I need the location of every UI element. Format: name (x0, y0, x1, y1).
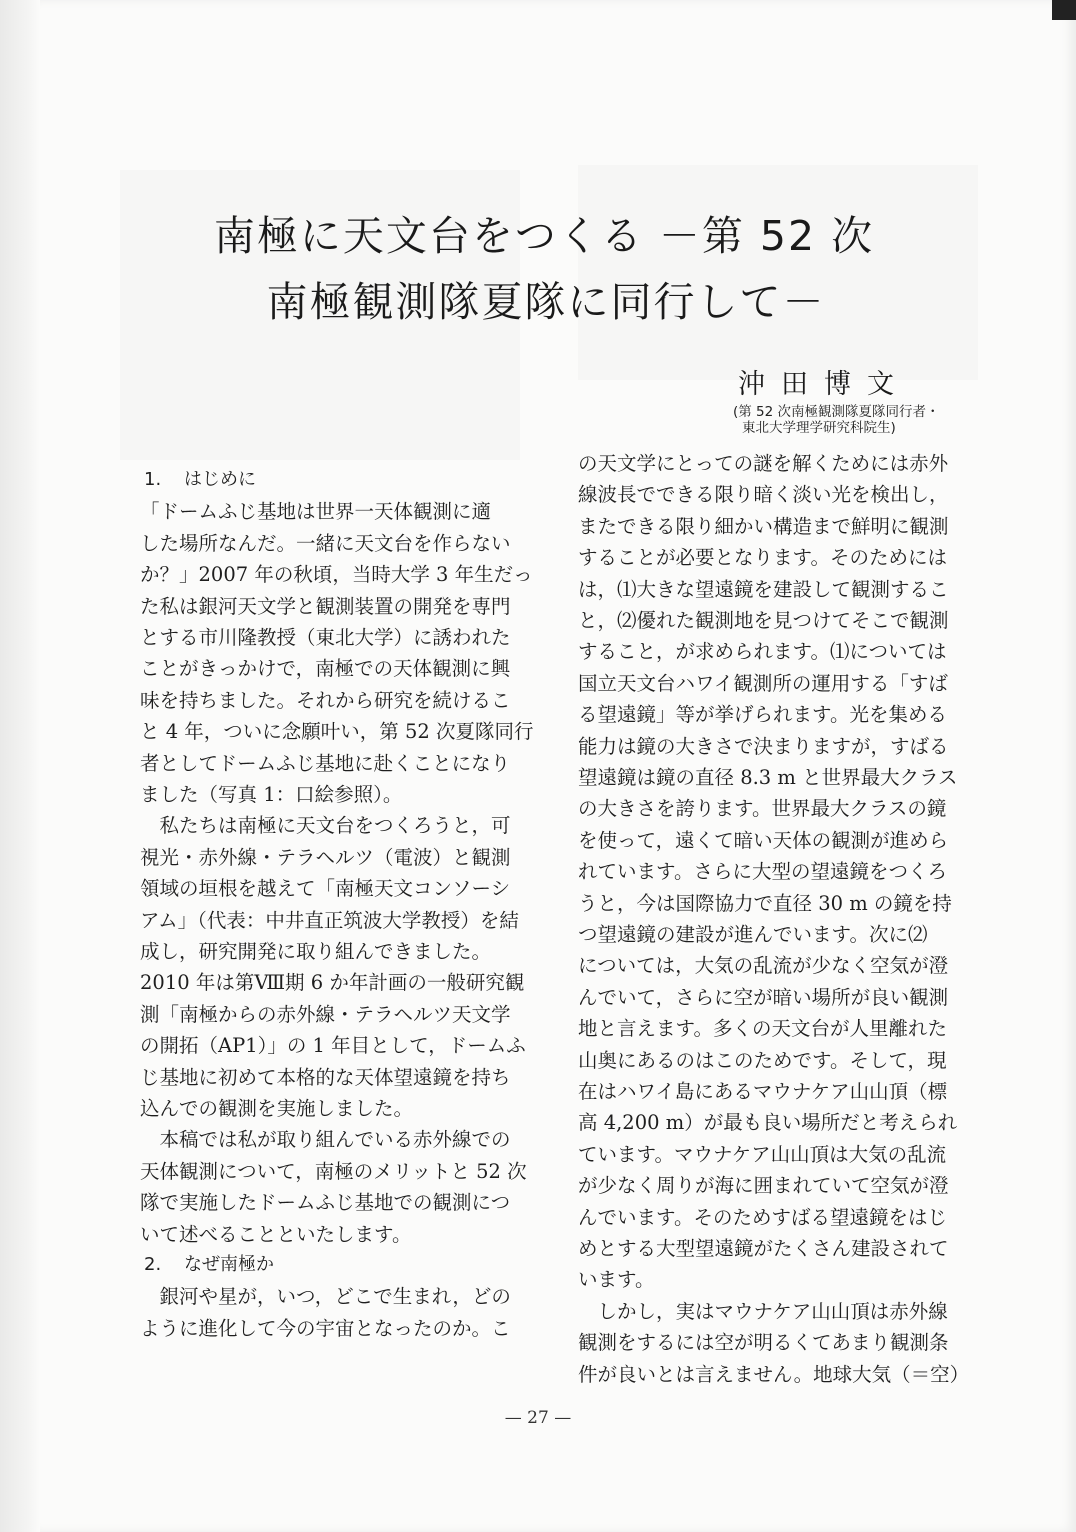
body-text-line: いて述べることといたします。 (140, 1222, 412, 1246)
body-text-line: を使って，遠くて暗い天体の観測が進めら (578, 828, 949, 852)
body-text-line: ています。マウナケア山山頂は大気の乱流 (578, 1142, 947, 1166)
body-text-line: る望遠鏡」等が挙げられます。光を集める (578, 703, 947, 727)
body-text-line: じ基地に初めて本格的な天体望遠鏡を持ち (140, 1065, 511, 1089)
body-text-line: 視光・赤外線・テラヘルツ（電波）と観測 (140, 845, 511, 869)
body-text-line: 高 4,200 m）が最も良い場所だと考えられ (578, 1111, 958, 1135)
body-text-line: 私たちは南極に天文台をつくろうと，可 (140, 814, 511, 838)
body-text-line: アム」（代表：中井直正筑波大学教授）を結 (140, 908, 519, 932)
body-text-line: 線波長でできる限り暗く淡い光を検出し， (578, 483, 949, 507)
body-text-line: ました（写真 1：口絵参照）。 (140, 783, 403, 806)
body-text-line: 国立天文台ハワイ観測所の運用する「すば (578, 671, 948, 695)
body-text-line: 測「南極からの赤外線・テラヘルツ天文学 (140, 1002, 511, 1026)
body-text-line: 「ドームふじ基地は世界一天体観測に適 (140, 500, 492, 524)
body-text-line: は，⑴大きな望遠鏡を建設して観測するこ (578, 577, 949, 601)
article-title-line1: 南極に天文台をつくる －第 52 次 (213, 212, 875, 260)
author-affiliation-line2: 東北大学理学研究科院生) (742, 420, 896, 436)
body-text-line: 地と言えます。多くの天文台が人里離れた (578, 1017, 947, 1041)
body-text-line: ように進化して今の宇宙となったのか。こ (140, 1316, 511, 1340)
body-text-line: とする市川隆教授（東北大学）に誘われた (140, 626, 511, 649)
body-text-line: 2010 年は第Ⅷ期 6 か年計画の一般研究観 (140, 971, 525, 995)
section-title: はじめに (184, 469, 256, 490)
body-text-line: すること，が求められます。⑴については (578, 640, 947, 664)
body-text-line: またできる限り細かい構造まで鮮明に観測 (578, 514, 949, 538)
body-text-line: 在はハワイ島にあるマウナケア山山頂（標 (578, 1080, 948, 1103)
body-text-line: ことがきっかけで，南極での天体観測に興 (140, 657, 511, 681)
body-text-line: 込んでの観測を実施しました。 (140, 1097, 414, 1120)
body-text-line: の天文学にとっての謎を解くためには赤外 (578, 452, 949, 475)
body-text-line: については，大気の乱流が少なく空気が澄 (578, 954, 949, 978)
article-title-line2: 南極観測隊夏隊に同行して－ (266, 278, 826, 326)
author-name: 沖田博文 (738, 369, 910, 400)
body-text-line: と，⑵優れた観測地を見つけてそこで観測 (578, 609, 949, 632)
section-title: なぜ南極か (184, 1254, 274, 1275)
body-text-line: れています。さらに大型の望遠鏡をつくろ (578, 860, 947, 884)
body-text-line: 天体観測について，南極のメリットと 52 次 (140, 1159, 527, 1183)
body-text-line: 者としてドームふじ基地に赴くことになり (140, 751, 511, 775)
author-affiliation-line1: (第 52 次南極観測隊夏隊同行者・ (733, 404, 940, 420)
body-text-line: た私は銀河天文学と観測装置の開発を専門 (140, 594, 511, 618)
body-text-line: と 4 年，ついに念願叶い，第 52 次夏隊同行 (140, 720, 534, 744)
section-number: 1. (144, 469, 162, 490)
body-text-line: つ望遠鏡の建設が進んでいます。次に⑵ (578, 923, 928, 946)
body-text-line: 能力は鏡の大きさで決まりますが，すばる (578, 734, 949, 758)
body-text-line: か？」2007 年の秋頃，当時大学 3 年生だっ (140, 563, 533, 587)
body-text-line: うと，今は国際協力で直径 30 m の鏡を持 (578, 891, 952, 915)
corner-mark (1052, 0, 1076, 20)
body-text-line: 観測をするには空が明るくてあまり観測条 (578, 1331, 949, 1355)
body-text-line: 成し，研究開発に取り組んできました。 (140, 940, 492, 963)
section-heading (144, 1250, 274, 1276)
body-text-line: 山奥にあるのはこのためです。そして，現 (578, 1048, 947, 1072)
body-text-line: 望遠鏡は鏡の直径 8.3 m と世界最大クラス (578, 766, 958, 789)
body-text-line: の開拓（AP1）」の 1 年目として，ドームふ (140, 1034, 526, 1058)
page-number: — 27 — (504, 1408, 572, 1428)
section-number: 2. (144, 1254, 162, 1275)
body-text-line: した場所なんだ。一緒に天文台を作らない (140, 531, 511, 555)
body-text-line: しかし，実はマウナケア山山頂は赤外線 (578, 1299, 948, 1323)
section-heading (144, 465, 256, 491)
body-text-line: 味を持ちました。それから研究を続けるこ (140, 688, 511, 712)
body-text-line: 隊で実施したドームふじ基地での観測につ (140, 1191, 511, 1215)
body-text-line: が少なく周りが海に囲まれていて空気が澄 (578, 1174, 949, 1198)
body-text-line: 銀河や星が，いつ，どこで生まれ，どの (140, 1285, 511, 1309)
body-text-line: います。 (578, 1268, 655, 1292)
body-text-line: することが必要となります。そのためには (578, 546, 947, 570)
body-text-line: の大きさを誇ります。世界最大クラスの鏡 (578, 797, 947, 821)
body-text-line: んでいて，さらに空が暗い場所が良い観測 (578, 985, 949, 1009)
body-text-line: 件が良いとは言えません。地球大気（＝空） (578, 1362, 970, 1386)
body-text-line: 本稿では私が取り組んでいる赤外線での (140, 1128, 511, 1152)
body-text-line: んでいます。そのためすばる望遠鏡をはじ (578, 1205, 947, 1229)
body-text-line: 領域の垣根を越えて「南極天文コンソーシ (140, 877, 511, 901)
body-text-line: めとする大型望遠鏡がたくさん建設されて (578, 1237, 949, 1260)
